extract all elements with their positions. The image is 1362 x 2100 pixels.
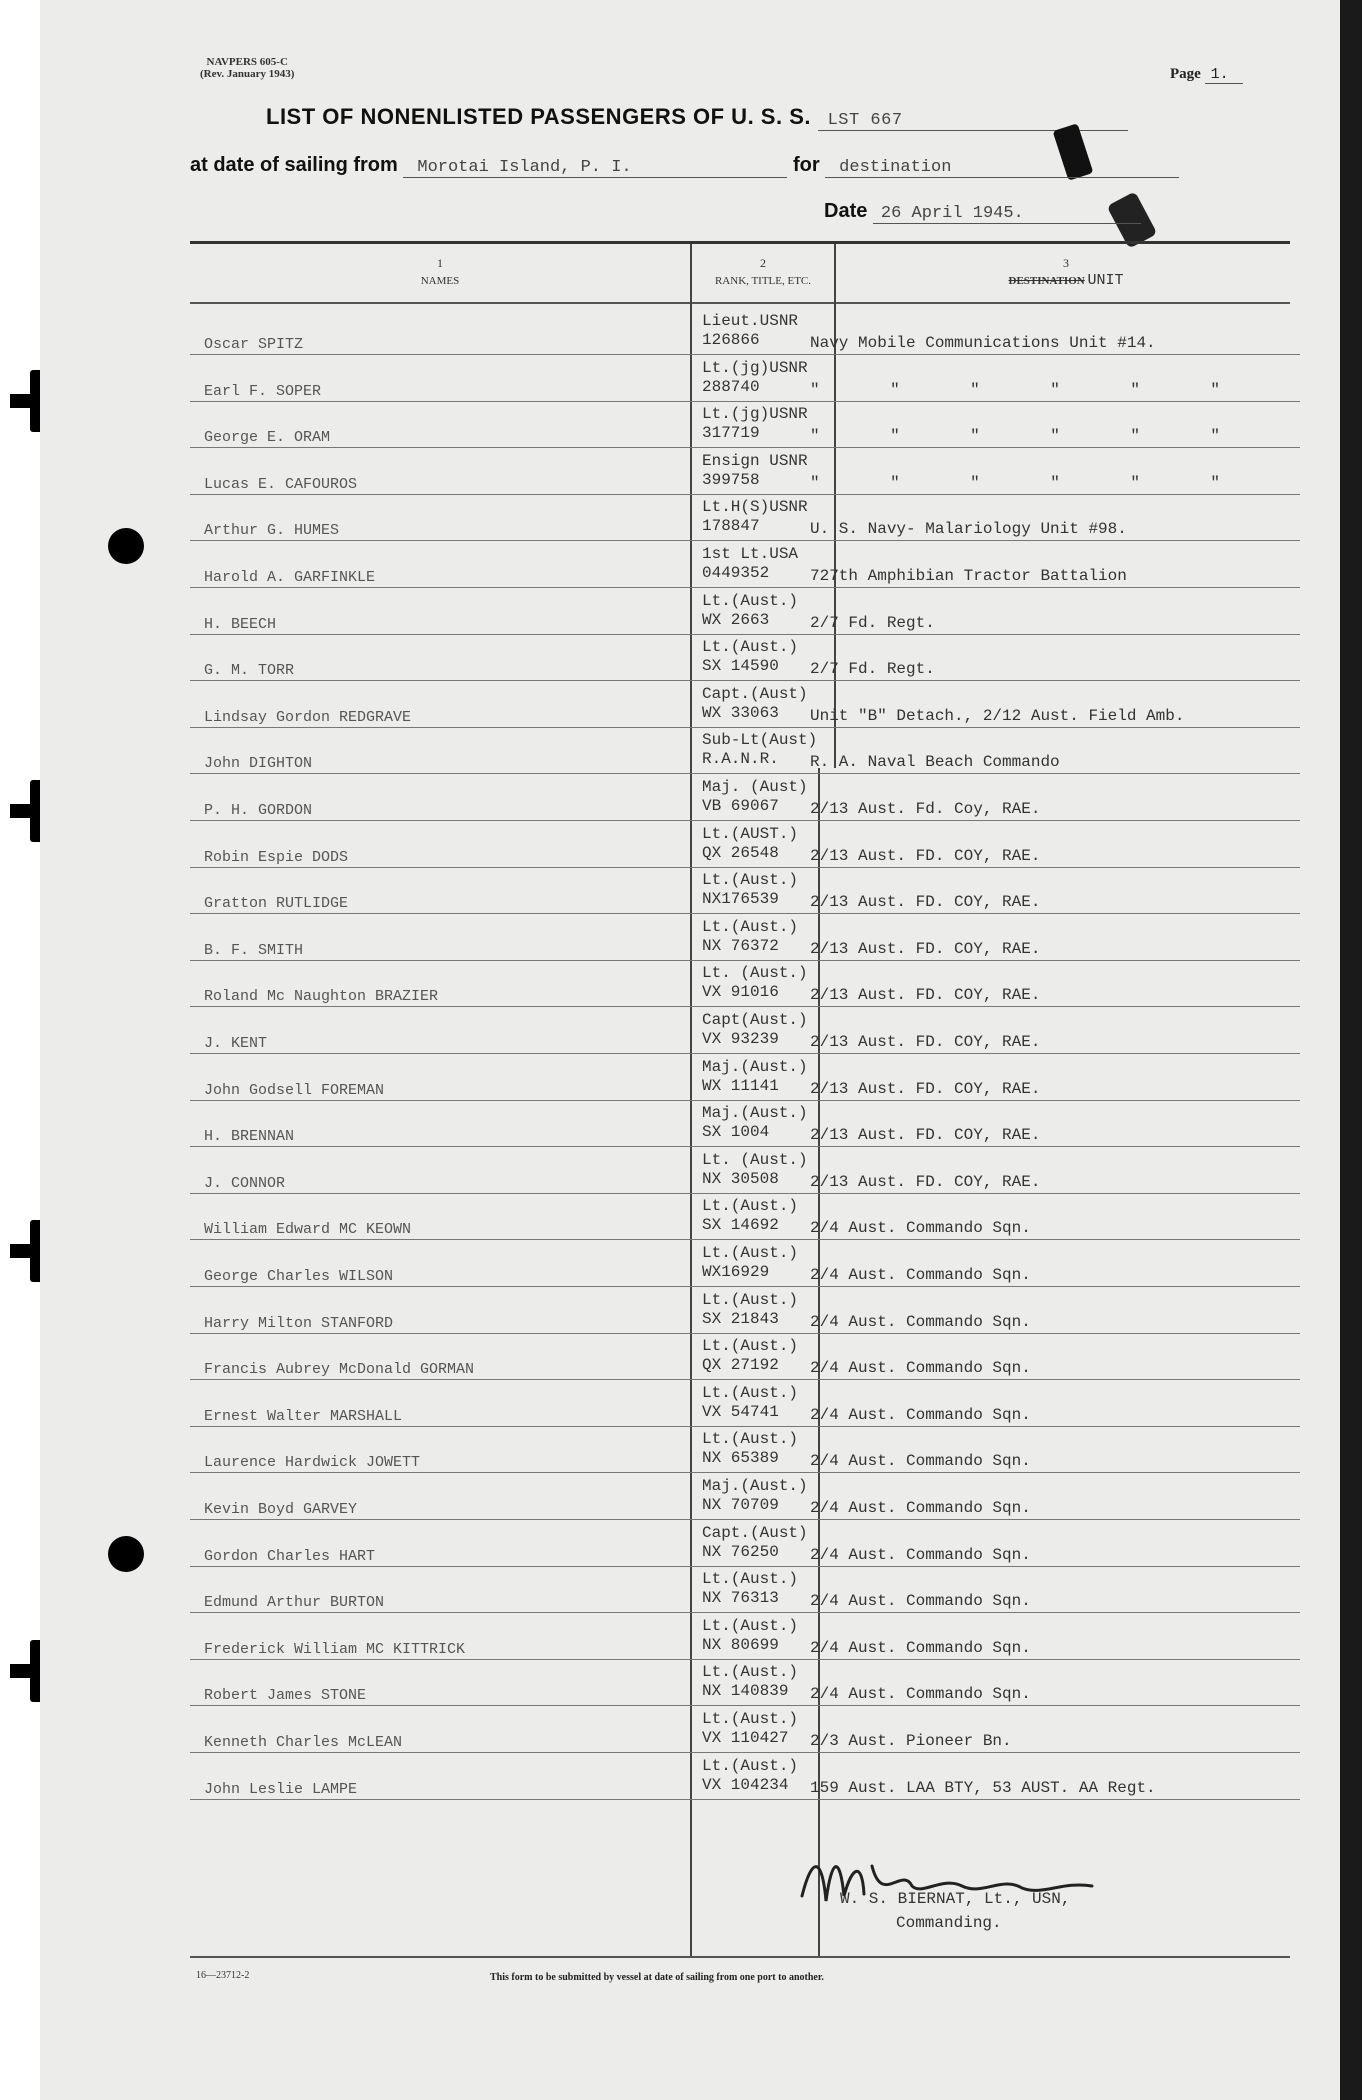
ship-name: LST 667 <box>818 111 1128 131</box>
binder-strip <box>0 0 40 2100</box>
ditto-mark: " <box>890 427 900 446</box>
table-row <box>190 776 1300 822</box>
column-label: RANK, TITLE, ETC. <box>714 275 812 287</box>
row-rule <box>190 680 1300 681</box>
passenger-rank <box>702 964 808 1002</box>
sailing-line <box>190 154 1179 178</box>
passenger-name: Earl F. SOPER <box>204 382 322 400</box>
row-rule <box>190 1659 1300 1660</box>
passenger-name: Gordon Charles HART <box>204 1547 376 1565</box>
passenger-rank <box>702 1710 798 1748</box>
passenger-rank <box>702 405 808 443</box>
passenger-unit: 2/4 Aust. Commando Sqn. <box>810 1545 1031 1564</box>
rank-title: Lt.(Aust.) <box>702 638 799 657</box>
table-row <box>190 543 1300 589</box>
rank-title: Lt.(Aust.) <box>702 1756 799 1775</box>
passenger-name: Frederick William MC KITTRICK <box>204 1640 466 1658</box>
table-row <box>190 1195 1300 1241</box>
table-row <box>190 962 1300 1008</box>
table-row <box>190 1102 1300 1148</box>
row-rule <box>190 494 1300 495</box>
ditto-mark: " <box>890 380 900 399</box>
service-number: NX 140839 <box>702 1682 789 1701</box>
passenger-unit: 2/13 Aust. FD. COY, RAE. <box>810 1079 1041 1098</box>
page-title <box>266 104 1128 131</box>
form-revision: (Rev. January 1943) <box>200 68 295 80</box>
row-rule <box>190 1426 1300 1427</box>
passenger-unit: 2/13 Aust. Fd. Coy, RAE. <box>810 800 1041 818</box>
service-number: WX 11141 <box>702 1076 779 1095</box>
ditto-mark: " <box>1130 380 1140 399</box>
row-rule <box>190 540 1300 541</box>
column-label: NAMES <box>420 275 460 287</box>
passenger-name: George Charles WILSON <box>204 1268 394 1285</box>
service-number: QX 27192 <box>702 1356 779 1375</box>
row-rule <box>190 1612 1300 1613</box>
table-row <box>190 357 1300 403</box>
table-row <box>190 916 1300 962</box>
passenger-unit: 2/3 Aust. Pioneer Bn. <box>810 1732 1012 1750</box>
rank-title: Lt.(Aust.) <box>702 917 799 936</box>
passenger-name: Arthur G. HUMES <box>204 522 340 540</box>
passenger-name: Kevin Boyd GARVEY <box>204 1501 358 1518</box>
column-label-struck: DESTINATION <box>1008 275 1085 287</box>
passenger-name: Edmund Arthur BURTON <box>204 1594 385 1612</box>
column-number: 1 <box>437 256 443 270</box>
passenger-rank <box>702 452 808 490</box>
rank-title: Lt.(Aust.) <box>702 1337 799 1356</box>
page-number <box>1170 66 1243 83</box>
service-number: NX176539 <box>702 890 779 909</box>
passenger-unit: 2/4 Aust. Commando Sqn. <box>810 1359 1031 1378</box>
service-number: 288740 <box>702 377 760 396</box>
punch-hole <box>108 1536 144 1572</box>
table-row <box>190 1661 1300 1707</box>
passenger-rank <box>702 1197 798 1235</box>
passenger-rank <box>702 1058 808 1096</box>
passenger-unit: 2/4 Aust. Commando Sqn. <box>810 1405 1031 1424</box>
row-rule <box>190 634 1300 635</box>
rank-title: Lt.(Aust.) <box>702 871 799 890</box>
ditto-mark: " <box>810 427 820 446</box>
service-number: NX 80699 <box>702 1635 779 1654</box>
passenger-rank <box>702 731 817 769</box>
passenger-rank <box>702 1524 808 1562</box>
table-row <box>190 310 1300 356</box>
row-rule <box>190 1799 1300 1800</box>
column-header-unit <box>836 254 1296 290</box>
date-line <box>824 200 1141 224</box>
header-rule <box>190 302 1290 304</box>
rank-title: 1st Lt.USA <box>702 545 799 563</box>
service-number: VX 54741 <box>702 1402 779 1421</box>
passenger-rank <box>702 825 798 863</box>
passenger-unit: 2/4 Aust. Commando Sqn. <box>810 1452 1031 1471</box>
rank-title: Lt. (Aust.) <box>702 964 808 983</box>
passenger-rank <box>702 918 798 956</box>
date-label: Date <box>824 200 868 222</box>
passenger-unit: 2/4 Aust. Commando Sqn. <box>810 1219 1031 1238</box>
service-number: NX 76250 <box>702 1542 779 1561</box>
passenger-name: Kenneth Charles McLEAN <box>204 1734 403 1751</box>
passenger-unit: 2/13 Aust. FD. COY, RAE. <box>810 1033 1041 1051</box>
ditto-mark: " <box>1210 473 1220 492</box>
table-row <box>190 1755 1300 1801</box>
service-number: VX 104234 <box>702 1775 789 1794</box>
rank-title: Lt. (Aust.) <box>702 1150 808 1169</box>
service-number: VX 91016 <box>702 983 779 1002</box>
table-row <box>190 1568 1300 1614</box>
rank-title: Lt.(Aust.) <box>702 1383 799 1402</box>
passenger-name: Lindsay Gordon REDGRAVE <box>204 708 412 726</box>
ditto-mark: " <box>970 473 980 492</box>
punch-hole <box>108 528 144 564</box>
passenger-unit: U. S. Navy- Malariology Unit #98. <box>810 520 1127 539</box>
passenger-unit: 2/13 Aust. FD. COY, RAE. <box>810 846 1041 865</box>
ditto-mark: " <box>1050 380 1060 399</box>
passenger-unit: 2/4 Aust. Commando Sqn. <box>810 1312 1031 1331</box>
service-number: WX 33063 <box>702 703 779 722</box>
sailing-from-value: Morotai Island, P. I. <box>403 158 787 178</box>
table-row <box>190 683 1300 729</box>
passenger-unit: 2/13 Aust. FD. COY, RAE. <box>810 986 1041 1005</box>
passenger-rank <box>702 685 808 723</box>
rank-title: Lt.(Aust.) <box>702 1616 799 1635</box>
passenger-unit: 2/13 Aust. FD. COY, RAE. <box>810 893 1041 912</box>
row-rule <box>190 1519 1300 1520</box>
passenger-unit: 2/4 Aust. Commando Sqn. <box>810 1638 1031 1657</box>
rank-title: Lt.(Aust.) <box>702 1197 799 1216</box>
rank-title: Lt.(Aust.) <box>702 1430 799 1449</box>
rank-title: Lt.(Aust.) <box>702 1710 799 1728</box>
row-rule <box>190 1472 1300 1473</box>
passenger-unit: 2/4 Aust. Commando Sqn. <box>810 1499 1031 1517</box>
ditto-marks <box>810 427 1220 445</box>
column-label: UNIT <box>1087 272 1124 289</box>
passenger-name: Francis Aubrey McDonald GORMAN <box>204 1361 475 1379</box>
passenger-unit: 2/13 Aust. FD. COY, RAE. <box>810 1126 1041 1145</box>
table-row <box>190 1289 1300 1335</box>
row-rule <box>190 447 1300 448</box>
table-row <box>190 1242 1300 1288</box>
row-rule <box>190 1193 1300 1194</box>
column-number: 2 <box>760 256 766 270</box>
passenger-rank <box>702 545 798 583</box>
signer-name: W. S. BIERNAT, Lt., USN, <box>840 1890 1071 1908</box>
passenger-name: G. M. TORR <box>204 662 295 680</box>
passenger-rank <box>702 1570 798 1608</box>
service-number: R.A.N.R. <box>702 750 779 769</box>
passenger-rank <box>702 1384 798 1422</box>
ditto-mark: " <box>1050 427 1060 446</box>
passenger-unit: 2/13 Aust. FD. COY, RAE. <box>810 939 1041 958</box>
passenger-unit: 727th Amphibian Tractor Battalion <box>810 567 1127 585</box>
table-row <box>190 496 1300 542</box>
passenger-name: William Edward MC KEOWN <box>204 1221 412 1239</box>
row-rule <box>190 1006 1300 1007</box>
row-rule <box>190 1239 1300 1240</box>
row-rule <box>190 1100 1300 1101</box>
service-number: NX 65389 <box>702 1449 779 1468</box>
service-number: WX16929 <box>702 1263 770 1281</box>
ditto-mark: " <box>1050 473 1060 492</box>
rank-title: Ensign USNR <box>702 451 808 470</box>
row-rule <box>190 1286 1300 1287</box>
passenger-name: J. KENT <box>204 1035 268 1052</box>
passenger-name: Lucas E. CAFOUROS <box>204 475 358 493</box>
ditto-mark: " <box>1130 427 1140 446</box>
service-number: SX 1004 <box>702 1123 770 1142</box>
passenger-unit: 2/13 Aust. FD. COY, RAE. <box>810 1172 1041 1191</box>
table-row <box>190 403 1300 449</box>
ditto-mark: " <box>1130 473 1140 492</box>
service-number: SX 14692 <box>702 1216 779 1235</box>
table-row <box>190 1475 1300 1521</box>
passenger-rank <box>702 638 798 676</box>
passenger-rank <box>702 778 808 816</box>
rank-title: Lt.(jg)USNR <box>702 358 808 377</box>
passenger-rank <box>702 1337 798 1375</box>
passenger-name: H. BRENNAN <box>204 1128 295 1146</box>
ditto-marks <box>810 474 1220 492</box>
table-row <box>190 823 1300 869</box>
passenger-rank <box>702 359 808 397</box>
rank-title: Capt.(Aust) <box>702 1523 808 1542</box>
rank-title: Maj. (Aust) <box>702 778 808 796</box>
table-row <box>190 1149 1300 1195</box>
row-rule <box>190 354 1300 355</box>
service-number: NX 70709 <box>702 1496 779 1514</box>
ditto-mark: " <box>890 473 900 492</box>
table-row <box>190 450 1300 496</box>
table-row <box>190 1615 1300 1661</box>
rank-title: Capt.(Aust) <box>702 684 808 703</box>
passenger-rank <box>702 871 798 909</box>
signer-title: Commanding. <box>896 1914 1002 1932</box>
passenger-name: Laurence Hardwick JOWETT <box>204 1454 421 1472</box>
service-number: QX 26548 <box>702 843 779 862</box>
service-number: 399758 <box>702 470 760 489</box>
passenger-unit: 2/4 Aust. Commando Sqn. <box>810 1685 1031 1704</box>
bottom-rule <box>190 1956 1290 1958</box>
table-row <box>190 636 1300 682</box>
service-number: VX 93239 <box>702 1030 779 1048</box>
row-rule <box>190 1705 1300 1706</box>
passenger-name: P. H. GORDON <box>204 802 313 819</box>
rank-title: Lt.(Aust.) <box>702 1290 799 1309</box>
passenger-name: John DIGHTON <box>204 755 313 773</box>
page-number-value: 1. <box>1205 66 1243 84</box>
table-row <box>190 729 1300 775</box>
table-row <box>190 1009 1300 1055</box>
rank-title: Maj.(Aust.) <box>702 1057 808 1076</box>
passenger-rank <box>702 1757 798 1795</box>
passenger-unit: 159 Aust. LAA BTY, 53 AUST. AA Regt. <box>810 1778 1156 1797</box>
table-row <box>190 1522 1300 1568</box>
passenger-rank <box>702 1291 798 1329</box>
service-number: NX 30508 <box>702 1169 779 1188</box>
rank-title: Lt.H(S)USNR <box>702 498 808 517</box>
row-rule <box>190 587 1300 588</box>
service-number: 317719 <box>702 424 760 443</box>
service-number: SX 21843 <box>702 1309 779 1328</box>
passenger-name: Ernest Walter MARSHALL <box>204 1407 403 1425</box>
table-row <box>190 1382 1300 1428</box>
service-number: WX 2663 <box>702 610 770 629</box>
column-number: 3 <box>1063 256 1069 270</box>
passenger-rank <box>702 312 798 350</box>
row-rule <box>190 867 1300 868</box>
passenger-name: J. CONNOR <box>204 1174 286 1192</box>
passenger-name: Robert James STONE <box>204 1687 367 1705</box>
service-number: VB 69067 <box>702 797 779 815</box>
service-number: 0449352 <box>702 564 770 582</box>
passenger-rank <box>702 1477 808 1515</box>
date-value: 26 April 1945. <box>873 204 1141 224</box>
passenger-unit: Unit "B" Detach., 2/12 Aust. Field Amb. <box>810 706 1185 725</box>
service-number: SX 14590 <box>702 657 779 676</box>
row-rule <box>190 727 1300 728</box>
passenger-name: Harold A. GARFINKLE <box>204 569 376 586</box>
row-rule <box>190 1053 1300 1054</box>
rank-title: Lt.(AUST.) <box>702 824 799 843</box>
title-text: LIST OF NONENLISTED PASSENGERS OF U. S. S. <box>266 104 811 129</box>
ditto-marks <box>810 381 1220 399</box>
passenger-rank <box>702 1617 798 1655</box>
rank-title: Lt.(Aust.) <box>702 1663 799 1682</box>
rank-title: Lt.(Aust.) <box>702 1244 799 1262</box>
row-rule <box>190 1566 1300 1567</box>
passenger-rank <box>702 1011 808 1049</box>
form-number-text: NAVPERS 605-C <box>206 56 288 68</box>
table-row <box>190 1056 1300 1102</box>
passenger-unit: R. A. Naval Beach Commando <box>810 753 1060 772</box>
rank-title: Lt.(Aust.) <box>702 1570 799 1589</box>
table-row <box>190 869 1300 915</box>
passenger-name: H. BEECH <box>204 615 277 633</box>
row-rule <box>190 1752 1300 1753</box>
ditto-mark: " <box>810 473 820 492</box>
passenger-rank <box>702 592 798 630</box>
footer-code: 16—23712-2 <box>196 1970 250 1981</box>
document-page <box>40 0 1340 2100</box>
row-rule <box>190 401 1300 402</box>
passenger-name: B. F. SMITH <box>204 941 304 959</box>
rank-title: Maj.(Aust.) <box>702 1104 808 1123</box>
service-number: 178847 <box>702 517 760 536</box>
rank-title: Sub-Lt(Aust) <box>702 731 818 750</box>
table-top-rule <box>190 241 1290 244</box>
row-rule <box>190 1379 1300 1380</box>
passenger-name: Roland Mc Naughton BRAZIER <box>204 988 439 1006</box>
row-rule <box>190 1333 1300 1334</box>
row-rule <box>190 960 1300 961</box>
ditto-mark: " <box>970 427 980 446</box>
passenger-unit: Navy Mobile Communications Unit #14. <box>810 334 1156 352</box>
page-label: Page <box>1170 66 1201 82</box>
row-rule <box>190 913 1300 914</box>
passenger-name: Gratton RUTLIDGE <box>204 895 349 913</box>
service-number: NX 76313 <box>702 1589 779 1608</box>
footer-note: This form to be submitted by vessel at date of sailing from one port to another. <box>490 1972 824 1983</box>
passenger-unit: 2/7 Fd. Regt. <box>810 660 935 679</box>
passenger-rank <box>702 498 808 536</box>
passenger-rank <box>702 1104 808 1142</box>
passenger-name: John Godsell FOREMAN <box>204 1081 385 1099</box>
rank-title: Lt.(Aust.) <box>702 591 799 610</box>
row-rule <box>190 820 1300 821</box>
passenger-unit: 2/7 Fd. Regt. <box>810 613 935 632</box>
passenger-name: John Leslie LAMPE <box>204 1780 358 1798</box>
ditto-mark: " <box>1210 380 1220 399</box>
passenger-name: George E. ORAM <box>204 429 331 447</box>
form-number <box>200 56 294 80</box>
passenger-unit: 2/4 Aust. Commando Sqn. <box>810 1592 1031 1611</box>
table-row <box>190 1708 1300 1754</box>
sailing-label: at date of sailing from <box>190 154 398 176</box>
table-row <box>190 1335 1300 1381</box>
destination-value: destination <box>825 158 1179 178</box>
table-row <box>190 590 1300 636</box>
passenger-name: Robin Espie DODS <box>204 848 349 866</box>
service-number: NX 76372 <box>702 936 779 955</box>
row-rule <box>190 773 1300 774</box>
passenger-rank <box>702 1151 808 1189</box>
rank-title: Lt.(jg)USNR <box>702 405 808 424</box>
passenger-unit: 2/4 Aust. Commando Sqn. <box>810 1266 1031 1284</box>
ditto-mark: " <box>1210 427 1220 446</box>
rank-title: Capt(Aust.) <box>702 1011 808 1029</box>
service-number: VX 110427 <box>702 1729 789 1747</box>
passenger-rank <box>702 1244 798 1282</box>
table-row <box>190 1428 1300 1474</box>
ditto-mark: " <box>970 380 980 399</box>
service-number: 126866 <box>702 331 760 349</box>
column-header-names <box>190 254 690 290</box>
passenger-rank <box>702 1430 798 1468</box>
ditto-mark: " <box>810 380 820 399</box>
passenger-rank <box>702 1663 798 1701</box>
rank-title: Maj.(Aust.) <box>702 1477 808 1495</box>
passenger-name: Oscar SPITZ <box>204 336 304 353</box>
column-header-rank <box>692 254 834 290</box>
destination-label: for <box>792 154 820 176</box>
passenger-name: Harry Milton STANFORD <box>204 1314 394 1332</box>
rank-title: Lieut.USNR <box>702 312 799 330</box>
row-rule <box>190 1146 1300 1147</box>
